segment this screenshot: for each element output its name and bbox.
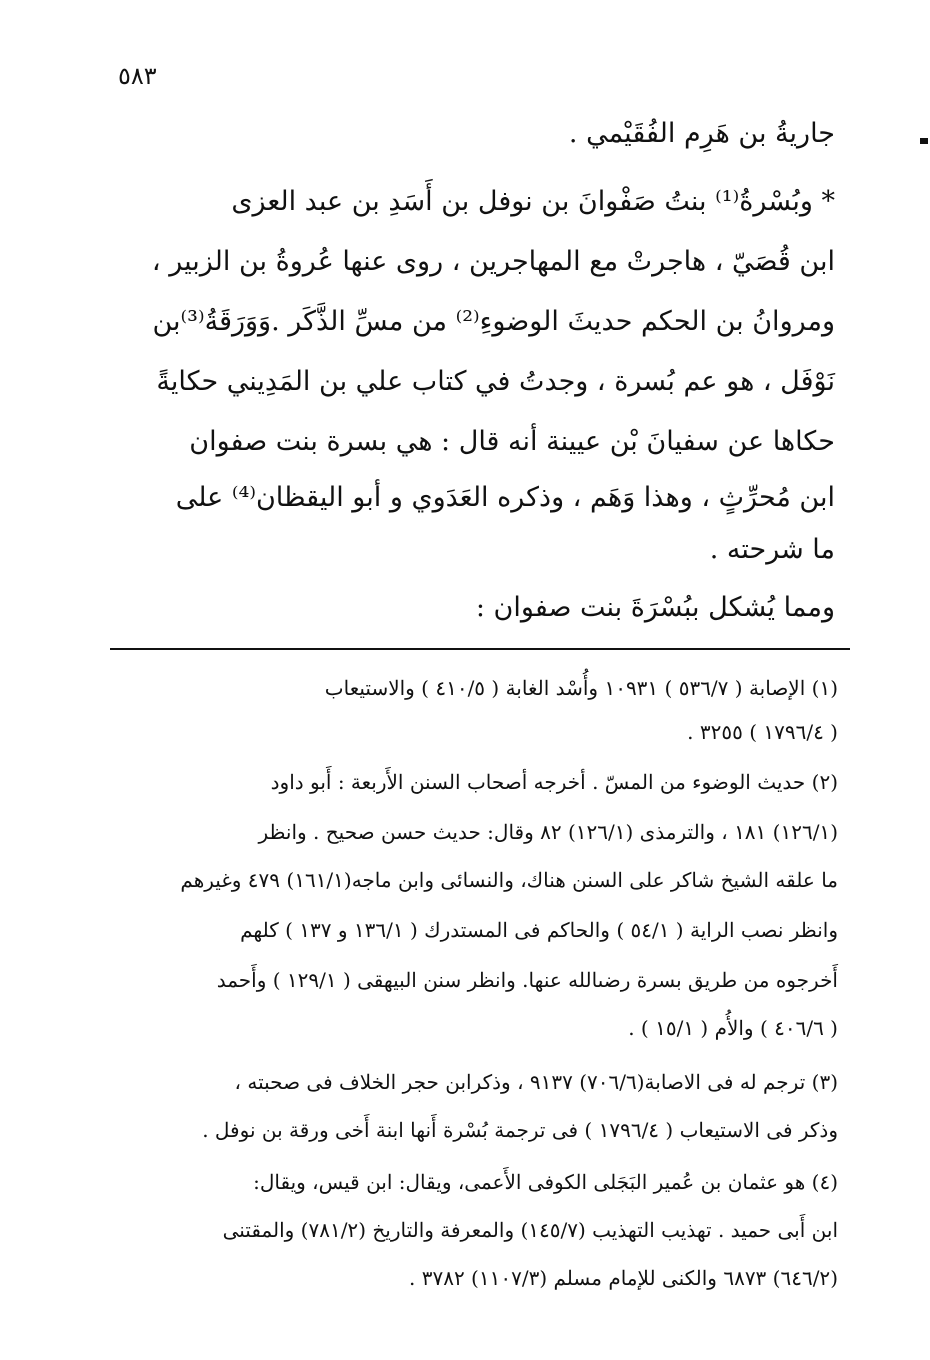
body-line: حكاها عن سفيانَ بْن عيينة أنه قال : هي بسرة بنت صفوان	[189, 426, 835, 457]
footnote-line: (١٢٦/١) ١٨١ ، والترمذى (١٢٦/١) ٨٢ وقال: حديث حسن صحيح . وانظر	[258, 820, 838, 844]
body-line: ومروانُ بن الحكم حديثَ الوضوءِ⁽²⁾ من مسِّ الذَّكَر .وَوَرَقَةُ⁽³⁾بن	[152, 306, 835, 337]
footnote-line: ما علقه الشيخ شاكر على السنن هناك، والنسائى وابن ماجه(١٦١/١) ٤٧٩ وغيرهم	[180, 868, 838, 892]
footnote-line: ( ١٧٩٦/٤ ) ٣٢٥٥ .	[687, 720, 838, 744]
footnote-divider	[110, 648, 850, 650]
footnote-line: (٤) هو عثمان بن عُمير البَجَلى الكوفى الأَعمى، ويقال: ابن قيس، ويقال:	[253, 1170, 838, 1194]
footnote-line: وذكر فى الاستيعاب ( ١٧٩٦/٤ ) فى ترجمة بُسْرة أَنها ابنة أَخى ورقة بن نوفل .	[202, 1118, 838, 1142]
footnote-line: (٣) ترجم له فى الاصابة(٧٠٦/٦) ٩١٣٧ ، وذكرابن حجر الخلاف فى صحبته ،	[234, 1070, 838, 1094]
body-line: ابن قُصَيّ ، هاجرتْ مع المهاجرين ، روى عنها عُروةُ بن الزبير ،	[151, 246, 835, 277]
footnote-line: (٢) حديث الوضوء من المسّ . أخرجه أصحاب السنن الأَربعة : أَبو داود	[270, 770, 838, 794]
body-line: ابن مُحرِّثٍ ، وهذا وَهَم ، وذكره العَدَوي و أبو اليقظان⁽⁴⁾ على	[175, 482, 835, 513]
footnote-line: ( ٤٠٦/٦ ) والأُم ( ١٥/١ ) .	[628, 1016, 838, 1040]
page-number: ٥٨٣	[118, 62, 157, 90]
body-line: ما شرحته .	[709, 534, 835, 565]
body-line: جاريةُ بن هَرِم الفُقَيْمي .	[568, 118, 835, 149]
footnote-line: أَخرجوه من طريق بسرة رضىالله عنها. وانظر سنن البيهقى ( ١٢٩/١ ) وأَحمد	[216, 968, 838, 992]
footnote-line: وانظر نصب الراية ( ٥٤/١ ) والحاكم فى المستدرك ( ١٣٦/١ و ١٣٧ ) كلهم	[240, 918, 838, 942]
body-line: * وبُسْرةُ⁽¹⁾ بنتُ صَفْوانَ بن نوفل بن أَسَدِ بن عبد العزى	[231, 186, 835, 217]
footnote-line: (٦٤٦/٢) ٦٨٧٣ والكنى للإمام مسلم (١١٠٧/٣) ٣٧٨٢ .	[409, 1266, 838, 1290]
section-heading: ومما يُشكل ببُسْرَةَ بنت صفوان :	[475, 592, 835, 623]
footnote-line: ابن أَبى حميد . تهذيب التهذيب (١٤٥/٧) والمعرفة والتاريخ (٧٨١/٢) والمقتنى	[222, 1218, 838, 1242]
footnote-line: (١) الإصابة ( ٥٣٦/٧ ) ١٠٩٣١ وأُسْد الغابة ( ٤١٠/٥ ) والاستيعاب	[324, 676, 838, 700]
body-line: نَوْفَل ، هو عم بُسرة ، وجدتُ في كتاب علي بن المَدِيني حكايةً	[156, 366, 835, 397]
margin-mark	[920, 138, 928, 144]
